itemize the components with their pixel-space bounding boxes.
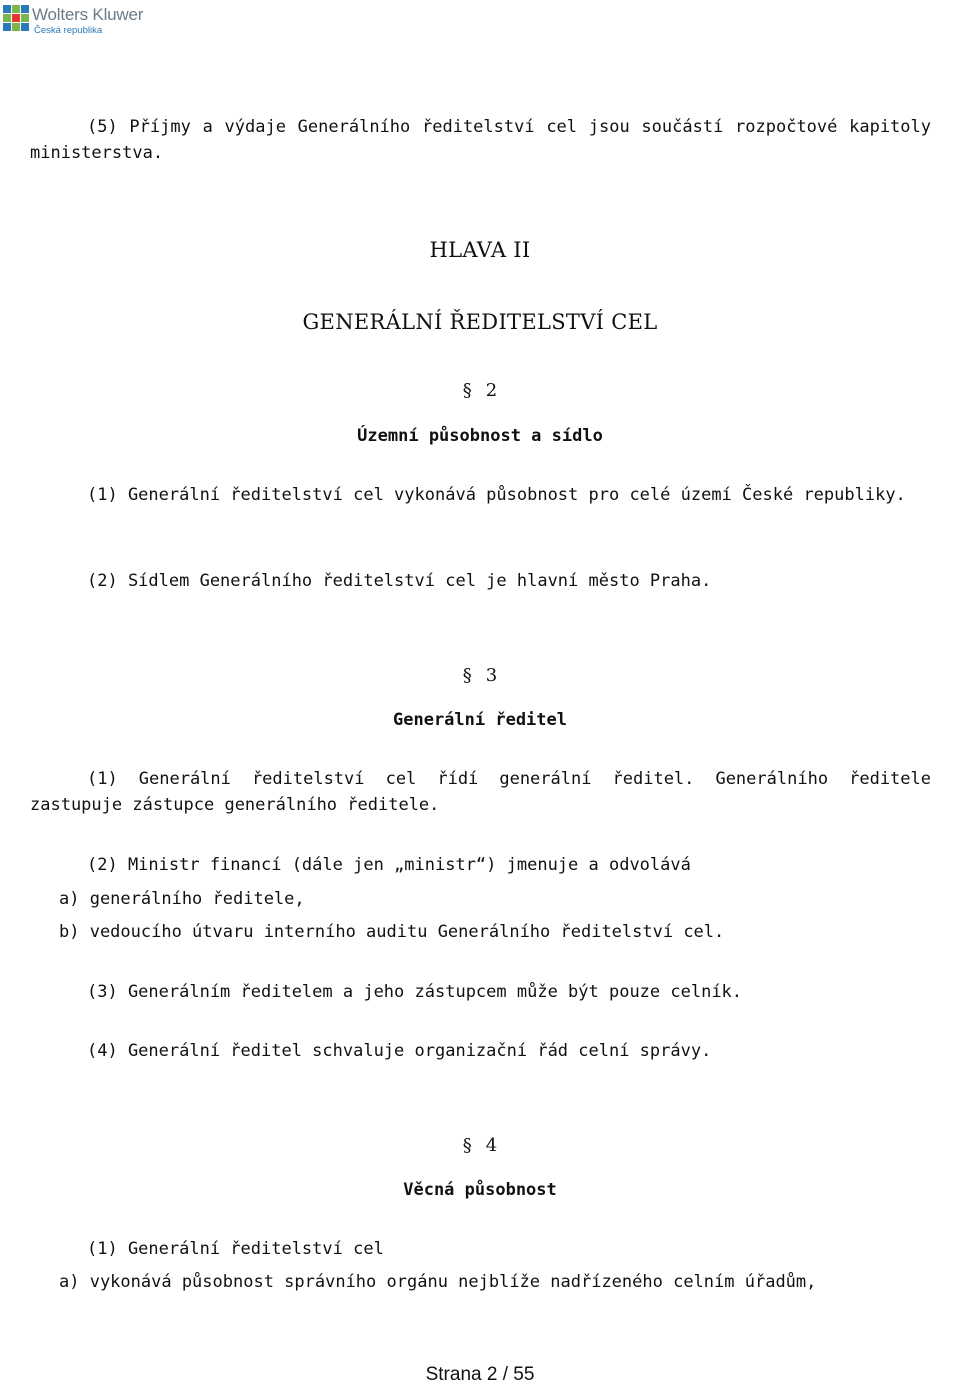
logo-subtitle: Česká republika bbox=[34, 25, 103, 36]
section-4-item-a: a) vykonává působnost správního orgánu nejblíže nadřízeného celním úřadům, bbox=[59, 1272, 817, 1292]
section-4-title: Věcná působnost bbox=[403, 1180, 557, 1200]
section-4-paragraph-1: (1) Generální ředitelství cel bbox=[87, 1239, 384, 1259]
section-3-item-a: a) generálního ředitele, bbox=[59, 889, 305, 909]
section-symbol: § bbox=[462, 665, 472, 686]
section-2-heading bbox=[0, 378, 960, 404]
logo-name: Wolters Kluwer bbox=[32, 5, 144, 24]
section-3-paragraph-2: (2) Ministr financí (dále jen „ministr“) jmenuje a odvolává bbox=[87, 855, 691, 875]
section-symbol: § bbox=[462, 380, 472, 401]
page-number: Strana 2 / 55 bbox=[425, 1364, 535, 1385]
paragraph-5: (5) Příjmy a výdaje Generálního ředitelství cel jsou součástí rozpočtové kapitoly ministerstva. bbox=[30, 117, 931, 163]
section-2-paragraph-1: (1) Generální ředitelství cel vykonává působnost pro celé území České republiky. bbox=[87, 485, 906, 505]
wolters-kluwer-logo-icon bbox=[2, 4, 30, 32]
section-number: 3 bbox=[485, 665, 498, 686]
section-2-paragraph-2: (2) Sídlem Generálního ředitelství cel je hlavní město Praha. bbox=[87, 571, 712, 591]
section-3-heading bbox=[0, 663, 960, 689]
section-3-paragraph-1: (1) Generální ředitelství cel řídí generální ředitel. Generálního ředitele zastupuje zástupce generálního ředitele. bbox=[30, 769, 931, 815]
section-3-item-b: b) vedoucího útvaru interního auditu Generálního ředitelství cel. bbox=[59, 922, 725, 942]
section-3-paragraph-3: (3) Generálním ředitelem a jeho zástupcem může být pouze celník. bbox=[87, 982, 743, 1002]
section-3-paragraph-4: (4) Generální ředitel schvaluje organizační řád celní správy. bbox=[87, 1041, 712, 1061]
section-symbol: § bbox=[462, 1135, 472, 1156]
hlava-title: GENERÁLNÍ ŘEDITELSTVÍ CEL bbox=[302, 310, 658, 334]
hlava-number: HLAVA II bbox=[429, 238, 531, 262]
section-number: 2 bbox=[485, 380, 498, 401]
section-3-title: Generální ředitel bbox=[393, 710, 567, 730]
section-2-title: Územní působnost a sídlo bbox=[357, 426, 603, 446]
publisher-logo bbox=[2, 2, 152, 38]
section-number: 4 bbox=[485, 1135, 498, 1156]
section-4-heading bbox=[0, 1133, 960, 1159]
